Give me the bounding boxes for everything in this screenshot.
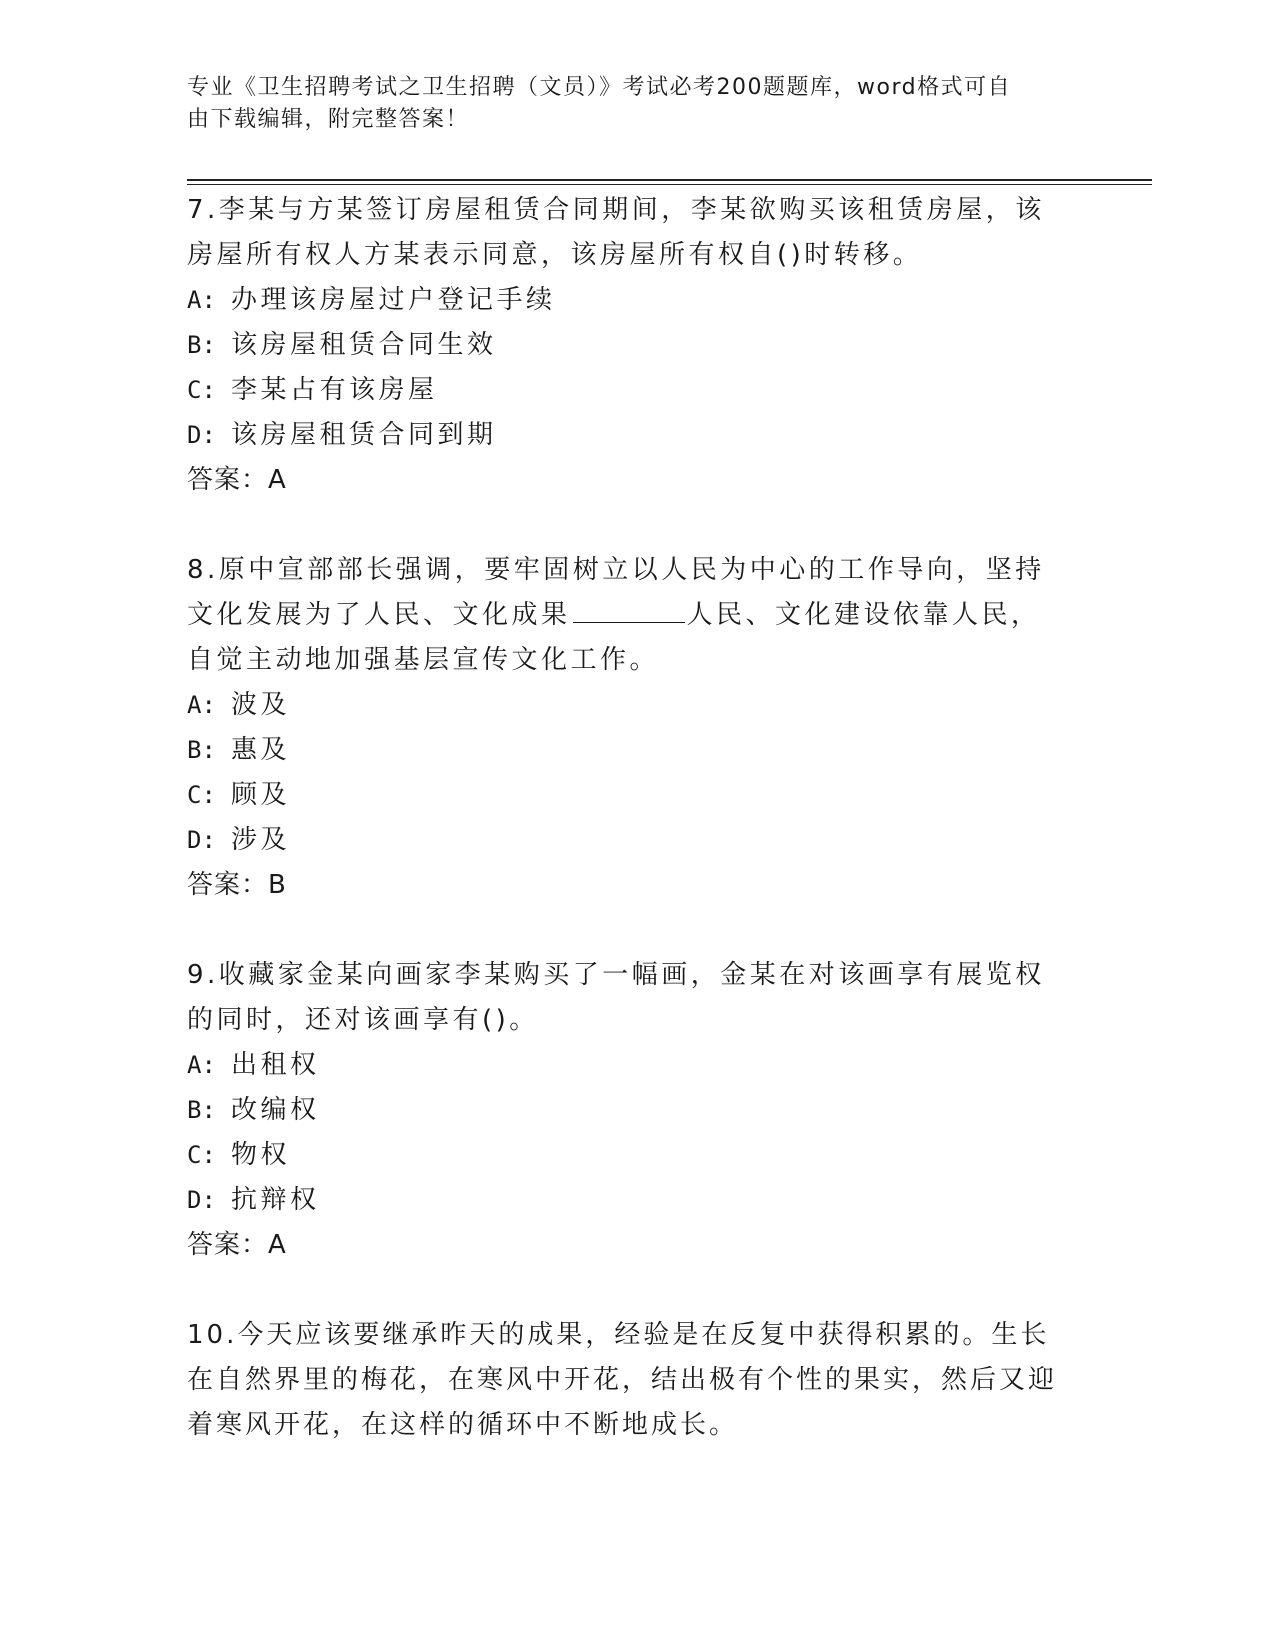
header-line-2: 由下载编辑，附完整答案！ <box>187 107 470 132</box>
option-b <box>187 728 1067 773</box>
option-c <box>187 1133 1067 1178</box>
option-key: D: <box>187 421 216 449</box>
option-text: 顾及 <box>231 780 291 810</box>
option-d <box>187 413 1067 458</box>
header-divider-thin <box>187 184 1152 185</box>
option-text: 出租权 <box>231 1050 320 1080</box>
option-key: C: <box>187 376 216 404</box>
question-stem-part-2: 人民、文化建设依靠人民，自觉主动地加强基层宣传文化工作。 <box>187 600 1041 675</box>
option-a <box>187 1043 1067 1088</box>
option-key: B: <box>187 1096 216 1124</box>
option-text: 改编权 <box>231 1095 320 1125</box>
option-text: 该房屋租赁合同生效 <box>231 330 497 360</box>
answer-label: 答案： <box>187 465 269 495</box>
option-b <box>187 323 1067 368</box>
answer-label: 答案： <box>187 1230 269 1260</box>
question-7 <box>187 188 1067 503</box>
option-key: A: <box>187 1051 216 1079</box>
question-9 <box>187 953 1067 1268</box>
question-10 <box>187 1313 1067 1448</box>
option-key: B: <box>187 331 216 359</box>
option-key: A: <box>187 286 216 314</box>
option-key: B: <box>187 736 216 764</box>
option-a <box>187 278 1067 323</box>
question-stem-part-1: 8.原中宣部部长强调，要牢固树立以人民为中心的工作导向，坚持文化发展为了人民、文化成果 <box>187 555 1045 630</box>
option-text: 惠及 <box>231 735 291 765</box>
option-b <box>187 1088 1067 1133</box>
option-c <box>187 368 1067 413</box>
option-text: 李某占有该房屋 <box>231 375 438 405</box>
answer-value: A <box>268 1230 287 1260</box>
fill-in-blank <box>573 600 685 623</box>
answer-label: 答案： <box>187 870 269 900</box>
answer-line <box>187 863 1067 908</box>
option-key: D: <box>187 826 216 854</box>
option-key: C: <box>187 1141 216 1169</box>
question-8 <box>187 548 1067 908</box>
option-d <box>187 818 1067 863</box>
question-stem: 10.今天应该要继承昨天的成果，经验是在反复中获得积累的。生长在自然界里的梅花，在寒风中开花，结出极有个性的果实，然后又迎着寒风开花，在这样的循环中不断地成长。 <box>187 1320 1058 1440</box>
option-text: 波及 <box>231 690 291 720</box>
question-stem: 7.李某与方某签订房屋租赁合同期间，李某欲购买该租赁房屋，该房屋所有权人方某表示同意，该房屋所有权自()时转移。 <box>187 195 1045 270</box>
option-text: 办理该房屋过户登记手续 <box>231 285 556 315</box>
question-stem: 9.收藏家金某向画家李某购买了一幅画，金某在对该画享有展览权的同时，还对该画享有()。 <box>187 960 1045 1035</box>
option-a <box>187 683 1067 728</box>
option-c <box>187 773 1067 818</box>
option-text: 涉及 <box>231 825 291 855</box>
answer-line <box>187 458 1067 503</box>
document-header <box>187 72 1067 136</box>
option-d <box>187 1178 1067 1223</box>
option-key: D: <box>187 1186 216 1214</box>
option-text: 物权 <box>231 1140 291 1170</box>
option-key: A: <box>187 691 216 719</box>
question-stem <box>187 548 1067 683</box>
header-divider-thick <box>187 179 1152 181</box>
answer-value: A <box>268 465 287 495</box>
option-text: 抗辩权 <box>231 1185 320 1215</box>
option-text: 该房屋租赁合同到期 <box>231 420 497 450</box>
answer-value: B <box>268 870 287 900</box>
answer-line <box>187 1223 1067 1268</box>
option-key: C: <box>187 781 216 809</box>
header-line-1: 专业《卫生招聘考试之卫生招聘（文员）》考试必考200题题库，word格式可自 <box>187 75 1012 100</box>
